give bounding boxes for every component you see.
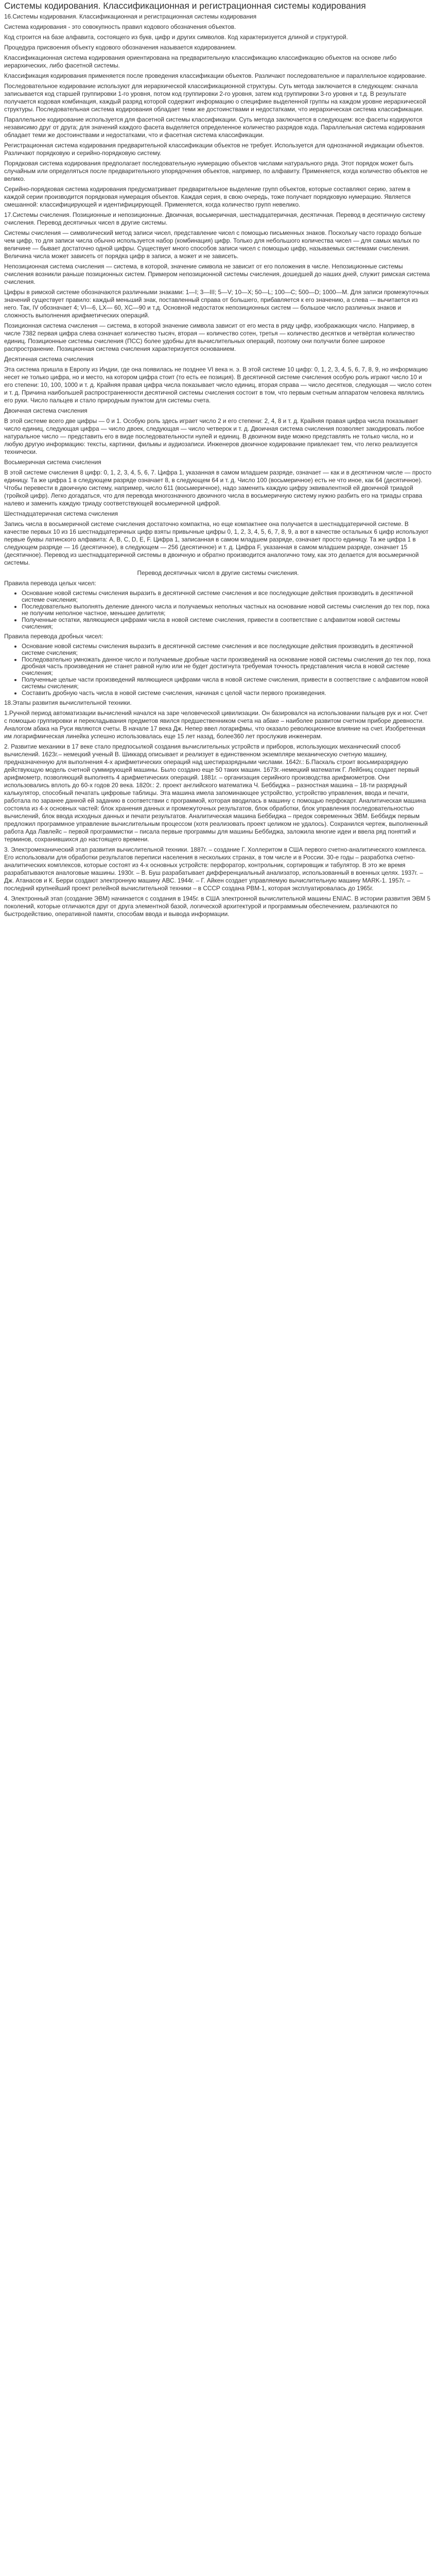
paragraph: 1.Ручной период автоматизации вычислений начался на заре человеческой цивилизации. Он базировался на использовании пальцев рук и ног. Счет с помощью группировки и перекладывания предметов явился предшественником счета на абаке – наиболее развитом счетном приборе древности. Аналогом абака на Руси являются счеты. В начале 17 века Дж. Непер ввел логарифмы, что оказало революционное влияние на счет. Изобретенная им логарифмическая линейка успешно использовалась еще 15 лет назад, более360 лет прослужив инженерам.: [4, 709, 428, 740]
paragraph: 16.Системы кодирования. Классификационная и регистрационная системы кодирования: [4, 13, 257, 20]
paragraph: Запись числа в восьмеричной системе счисления достаточно компактна, но еще компактнее она получается в шестнадцатеричной системе. В качестве первых 10 из 16 шестнадцатеричных цифр взяты привычные цифры 0, 1, 2, 3, 4, 5, 6, 7, 8, 9, а вот в качестве остальных 6 цифр используют первые буквы латинского алфавита: A, B, C, D, E, F. Цифра 1, записанная в самом младшем разряде, означает просто единицу. Та же цифра 1 в следующем разряде — 16 (десятичное), в следующем — 256 (десятичное) и т. д. Цифра F, указанная в самом младшем разряде, означает 15 (десятичное). Перевод из шестнадцатеричной системы в двоичную и обратно производится аналогично тому, как это делается для восьмеричной системы.: [4, 520, 429, 566]
article: [0, 0, 436, 926]
paragraph: 3. Электромеханический этап развития вычислительной техники. 1887г. – создание Г. Холлеритом в США первого счетно-аналитического комплекса. Его использовали для обработки результатов переписи населения в нескольких странах, в том числе и в России. 30-е годы – разработка счетно-аналитических комплексов, которые состоят из 4-х основных устройств: перфоратор, контрольник, сортировщик и табулятор. В это же время разрабатываются аналоговые машины. 1930г. – В. Буш разрабатывает дифференциальный анализатор, использованный в военных целях. 1937г. – Дж. Атанасов и К. Берри создают электронную машину АВС. 1944г. – Г. Айкен создает управляемую вычислительную машину MARK-1. 1957г. – последний крупнейший проект релейной вычислительной техники – в СССР создана РВМ-1, которая эксплуатировалась до 1965г.: [4, 846, 427, 892]
paragraph: Правила перевода дробных чисел:: [4, 633, 103, 640]
paragraph: Системы счисления — символический метод записи чисел, представление чисел с помощью письменных знаков. Поскольку часто гораздо больше чем цифр, то для записи числа обычно используется набор (комбинация) цифр. Только для небольшого количества чисел — для самых малых по величине — бывает достаточно одной цифры. Существует много способов записи чисел с помощью цифр, называемых системами счисления. Величина числа может зависеть от порядка цифр в записи, а может и не зависеть.: [4, 229, 422, 260]
paragraph: В этой системе счисления 8 цифр: 0, 1, 2, 3, 4, 5, 6, 7. Цифра 1, указанная в самом младшем разряде, означает — как и в десятичном числе — просто единицу. Та же цифра 1 в следующем разряде означает 8, в следующем 64 и т. д. Число 100 (восьмеричное) есть не что иное, как 64 (десятичное). Чтобы перевести в двоичную систему, например, число 611 (восьмеричное), надо заменить каждую цифру эквивалентной ей двоичной триадой (тройкой цифр). Легко догадаться, что для перевода многозначного двоичного числа в восьмеричную систему нужно разбить его на триады справа налево и заменить каждую триаду соответствующей восьмеричной цифрой.: [4, 469, 432, 507]
paragraph: Двоичная система счисления: [4, 407, 88, 414]
page-title: Системы кодирования. Классификационная и регистрационная системы кодирования: [4, 1, 366, 11]
article-body: [4, 13, 432, 918]
paragraph: Процедура присвоения объекту кодового обозначения называется кодированием.: [4, 44, 237, 51]
list-item: • Составить дробную часть числа в новой системе счисления, начиная с целой части первого произведения.: [22, 690, 432, 697]
paragraph: Цифры в римской системе обозначаются различными знаками: 1—I; 3—III; 5—V; 10—X; 50—L; 100—C; 500—D; 1000—M. Для записи промежуточных значений существует правило: каждый меньший знак, поставленный справа от большего, прибавляется к его значению, а слева — вычитается из него. Так, IV обозначает 4; VI—6, LX— 60, XC—90 и т.д. Основной недостаток непозиционных систем — большое число различных знаков и сложность выполнения арифметических операций.: [4, 289, 429, 319]
list-item: • Основание новой системы счисления выразить в десятичной системе счисления и все последующие действия производить в десятичной системе счисления;: [22, 590, 432, 603]
bullet-list: [4, 590, 432, 630]
paragraph: Непозиционная система счисления — система, в которой, значение символа не зависит от его положения в числе. Непозиционные системы счисления возникли раньше позиционных систем. Примером непозиционной системы счисления, дошедшей до наших дней, служит римская система счисления.: [4, 263, 430, 285]
paragraph: Десятичная система счисления: [4, 355, 94, 363]
paragraph: Код строится на базе алфавита, состоящего из букв, цифр и других символов. Код характеризуется длиной и структурой.: [4, 33, 348, 41]
paragraph: 4. Электронный этап (создание ЭВМ) начинается с создания в 1945г. в США электронной вычислительной машины ENIAC. В истории развития ЭВМ 5 поколений, которые отличаются друг от друга элементной базой, логической архитектурой и программным обеспечением, различаются по быстродействию, оперативной памяти, способам ввода и вывода информации.: [4, 895, 431, 918]
paragraph: Классификационная система кодирования ориентирована на предварительную классификацию классификацию объектов на основе либо иерархических, либо фасетной системы.: [4, 54, 397, 69]
paragraph: 2. Развитие механики в 17 веке стало предпосылкой создания вычислительных устройств и приборов, использующих механический способ вычислений. 1623г.– немецкий ученый В. Шиккард описывает и реализует в единственном экземпляре механическую счетную машину, предназначенную для выполнения 4-х арифметических операций над шестиразрядными числами. 1642г.: Б.Паскаль строит восьмиразрядную действующую модель счетной суммирующей машины. Было создано еще 50 таких машин. 1673г.-немецкий математик Г. Лейбниц создает первый арифмометр, позволяющий выполнять 4 арифметических операций. 1881г. – организация серийного производства арифмометров. Они использовались вплоть до 60-х годов 20 века. 1820г.: 2. проект английского математика Ч. Беббиджа – разностная машина – 18-ти разрядный калькулятор, способный печатать цифровые таблицы. Эта машина имела запоминающее устройство, устройство управления, ввода и печати, работала по заранее данной ей заданию в соответствии с программой, которая вводилась в машину с помощью перфокарт. Аналитическая машина состояла из 4-х основных частей: блок хранения данных и промежуточных результатов, блок обработки, блок управления последовательностью вычислений, блок ввода исходных данных и печати результатов. Аналитическая машина Беббиджа – предок современных ЭВМ. Беббидж первым предложил программное управление вычислительным процессом (хотя реализовать проект целиком не удалось). Сохранился чертеж, выполненный работа Ада Лавлейс – первой программистки – писала первые программы для машины Беббиджа, заложила многие идеи и ввела ряд понятий и терминов, сохранившихся до настоящего времени.: [4, 743, 428, 843]
paragraph: Позиционная система счисления — система, в которой значение символа зависит от его места в ряду цифр, изображающих число. Например, в числе 7382 первая цифра слева означает количество тысяч, вторая — количество сотен, третья — количество десятков и четвёртая количество единиц. Позиционные системы счисления (ПСС) более удобны для вычислительных операций, поэтому они получили более широкое распространение. Позиционная система счисления характеризуется основанием.: [4, 322, 415, 352]
paragraph: Регистрационная система кодирования предварительной классификации объектов не требует. Используется для однозначной индикации объектов. Различают порядковую и серийно-порядковую систему.: [4, 142, 424, 157]
paragraph: Перевод десятичных чисел в другие системы счисления.: [137, 569, 299, 577]
paragraph: Последовательное кодирование используют для иерархической классификационной структуры. Суть метода заключается в следующем: сначала записывается код старшей группировки 1-го уровня, потом код группировки 2-го уровня, затем код группировки 3-го уровня и т.д. В результате получается кодовая комбинация, каждый разряд которой содержит информацию о специфике выделенной группы на каждом уровне иерархической структуры. Последовательная система кодирования обладает теми же достоинствами и недостатками, что иерархическая система классификации.: [4, 82, 426, 113]
paragraph: Правила перевода целых чисел:: [4, 580, 96, 587]
paragraph: 17.Системы счисления. Позиционные и непозиционные. Двоичная, восьмеричная, шестнадцатеричная, десятичная. Перевод в десятичную систему счисления. Перевод десятичных чисел в другие системы.: [4, 211, 426, 226]
paragraph: В этой системе всего две цифры — 0 и 1. Особую роль здесь играет число 2 и его степени: 2, 4, 8 и т. д. Крайняя правая цифра числа показывает число единиц, следующая цифра — число двоек, следующая — число четверок и т. д. Двоичная система счисления позволяет закодировать любое натуральное число — представить его в виде последовательности нулей и единиц. В двоичном виде можно представлять не только числа, но и любую другую информацию: тексты, картинки, фильмы и аудиозаписи. Инженеров двоичное кодирование привлекает тем, что легко реализуется технически.: [4, 417, 425, 455]
paragraph: Порядковая система кодирования предполагает последовательную нумерацию объектов числами натурального ряда. Этот порядок может быть случайным или определяться после предварительного упорядочения объектов, например, по алфавиту. Применяется, когда количество объектов не велико.: [4, 160, 428, 182]
list-item: • Последовательно умножать данное число и получаемые дробные части произведений на основание новой системы счисления до тех пор, пока дробная часть произведения не станет равной нулю или не будет достигнута требуемая точность представления числа в новой системе счисления;: [22, 656, 432, 676]
paragraph: 18.Этапы развития вычислительной техники.: [4, 699, 132, 706]
paragraph: Эта система пришла в Европу из Индии, где она появилась не позднее VI века н. э. В этой системе 10 цифр: 0, 1, 2, 3, 4, 5, 6, 7, 8, 9, но информацию несет не только цифра, но и место, на котором цифра стоит (то есть ее позиция). В десятичной системе счисления особую роль играют число 10 и его степени: 10, 100, 1000 и т. д. Крайняя правая цифра числа показывает число единиц, вторая справа — число десятков, следующая — число сотен и т. д. Причина наибольшей распространенности десятичной системы счисления состоит в том, что первым счетным аппаратом человека являлись его руки. Число пальцев и стало природным пунктом для системы счета.: [4, 366, 432, 404]
paragraph: Серийно-порядковая система кодирования предусматривает предварительное выделение групп объектов, которые составляют серию, затем в каждой серии производится порядковая нумерация объектов. Каждая серия, в свою очередь, тоже получает порядковую нумерацию. Является смешанной: классифицирующей и идентифицирующей. Применяется, когда количество групп невелико.: [4, 185, 411, 208]
paragraph: Восьмеричная система счисления: [4, 459, 101, 466]
list-item: • Полученные целые части произведений являющиеся цифрами числа в новой системе счисления, привести в соответствие с алфавитом новой системы счисления;: [22, 676, 432, 690]
paragraph: Классификация кодирования применяется после проведения классификации объектов. Различают последовательное и параллельное кодирование.: [4, 72, 427, 79]
bullet-list: [4, 643, 432, 697]
list-item: • Последовательно выполнять деление данного числа и получаемых неполных частных на основание новой системы счисления до тех пор, пока не получим неполное частное, меньшее делителя;: [22, 603, 432, 617]
list-item: • Полученные остатки, являющиеся цифрами числа в новой системе счисления, привести в соответствие с алфавитом новой системы счисления;: [22, 617, 432, 630]
paragraph: Параллельное кодирование используется для фасетной системы классификации. Суть метода заключается в следующем: все фасеты кодируются независимо друг от друга; для значений каждого фасета выделяется определенное количество разрядов кода. Параллельная система кодирования обладает теми же достоинствами и недостатками, что и фасетная система классификации.: [4, 116, 425, 139]
paragraph: Система кодирования - это совокупность правил кодового обозначения объектов.: [4, 23, 236, 30]
paragraph: Шестнадцатеричная система счисления: [4, 510, 118, 517]
list-item: • Основание новой системы счисления выразить в десятичной системе счисления и все последующие действия производить в десятичной системе счисления;: [22, 643, 432, 656]
